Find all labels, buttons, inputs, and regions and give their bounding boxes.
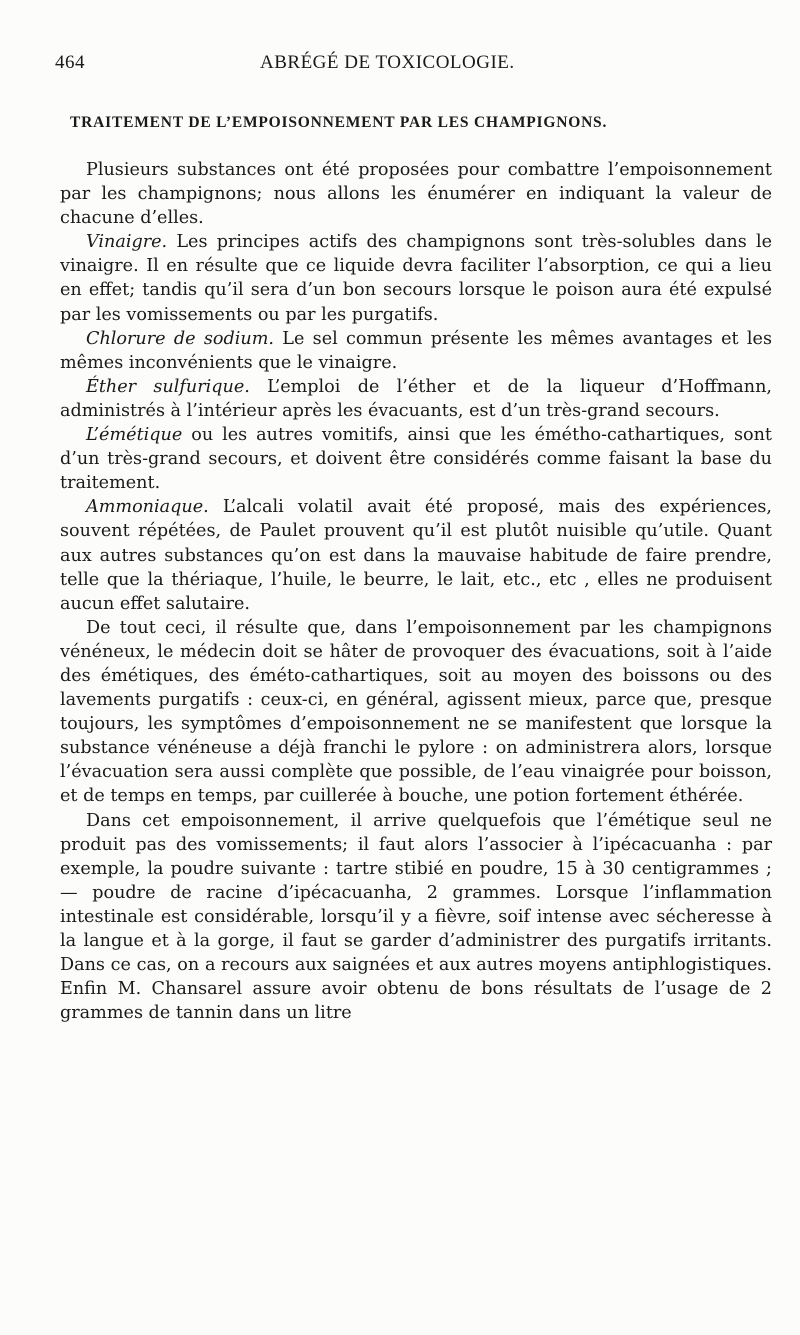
paragraph-term: L’émétique (86, 425, 183, 446)
paragraph-term: Éther sulfurique. (86, 376, 250, 397)
paragraph-text: Le sel commun présente les mêmes avantages et les mêmes inconvénients que le vinaigre. (60, 328, 772, 373)
paragraph-text: Dans cet empoisonnement, il arrive quelquefois que l’émétique seul ne produit pas des vomissements; il faut alors l’associer à l’ipécacuanha : par exemple, la poudre suivante : tartre stibié en poudre, 15 à 30 centigrammes ; — poudre de racine d’ipécacuanha, 2 grammes. Lorsque l’inflammation intestinale est considérable, lorsqu’il y a fièvre, soif intense avec sécheresse à la langue et à la gorge, il faut se garder d’administrer des purgatifs irritants. Dans ce cas, on a recours aux saignées et aux autres moyens antiphlogistiques. Enfin M. Chansarel assure avoir obtenu de bons résultats de l’usage de 2 grammes de tannin dans un litre (60, 810, 772, 1024)
running-title: ABRÉGÉ DE TOXICOLOGIE. (260, 52, 515, 73)
paragraph-text: De tout ceci, il résulte que, dans l’empoisonnement par les champignons vénéneux, le médecin doit se hâter de provoquer des évacuations, soit à l’aide des émétiques, des éméto-cathartiques, soit au moyen des boissons ou des lavements purgatifs : ceux-ci, en général, agissent mieux, parce que, presque toujours, les symptômes d’empoisonnement ne se manifestent que lorsque la substance vénéneuse a déjà franchi le pylore : on administrera alors, lorsque l’évacuation sera aussi complète que possible, de l’eau vinaigrée pour boisson, et de temps en temps, par cuillerée à bouche, une potion fortement éthérée. (60, 617, 772, 807)
paragraph-term: Vinaigre. (86, 232, 168, 253)
paragraph-conclusion (60, 616, 772, 809)
book-page (55, 38, 773, 1318)
paragraph-ether (60, 375, 772, 423)
paragraph-text: L’alcali volatil avait été proposé, mais des expériences, souvent répétées, de Paulet prouvent qu’il est plutôt nuisible qu’utile. Quant aux autres substances qu’on est dans la mauvaise habitude de faire prendre, telle que la thériaque, l’huile, le beurre, le lait, etc., etc , elles ne produisent aucun effet salutaire. (60, 497, 772, 614)
paragraph-emetique (60, 423, 772, 495)
paragraph-text: Plusieurs substances ont été proposées pour combattre l’empoisonnement par les champignons; nous allons les énumérer en indiquant la valeur de chacune d’elles. (60, 160, 772, 229)
body-text (60, 158, 772, 1025)
section-title: TRAITEMENT DE L’EMPOISONNEMENT PAR LES CHAMPIGNONS. (70, 114, 608, 131)
page-number: 464 (55, 52, 85, 73)
paragraph-text: ou les autres vomitifs, ainsi que les émétho-cathartiques, sont d’un très-grand secours, et doivent être considérés comme faisant la base du traitement. (60, 425, 772, 494)
paragraph-term: Ammoniaque. (86, 497, 209, 518)
running-header (55, 38, 772, 74)
paragraph-ipecacuanha (60, 809, 772, 1026)
paragraph-chlorure (60, 327, 772, 375)
paragraph-term: Chlorure de sodium. (86, 328, 274, 349)
paragraph-text: Les principes actifs des champignons sont très-solubles dans le vinaigre. Il en résulte que ce liquide devra faciliter l’absorption, ce qui a lieu en effet; tandis qu’il sera d’un bon secours lorsque le poison aura été expulsé par les vomissements ou par les purgatifs. (60, 232, 772, 325)
paragraph-ammoniaque (60, 495, 772, 615)
paragraph-intro (60, 158, 772, 230)
paragraph-text: L’emploi de l’éther et de la liqueur d’Hoffmann, administrés à l’intérieur après les évacuants, est d’un très-grand secours. (60, 376, 773, 421)
paragraph-vinaigre (60, 230, 772, 326)
